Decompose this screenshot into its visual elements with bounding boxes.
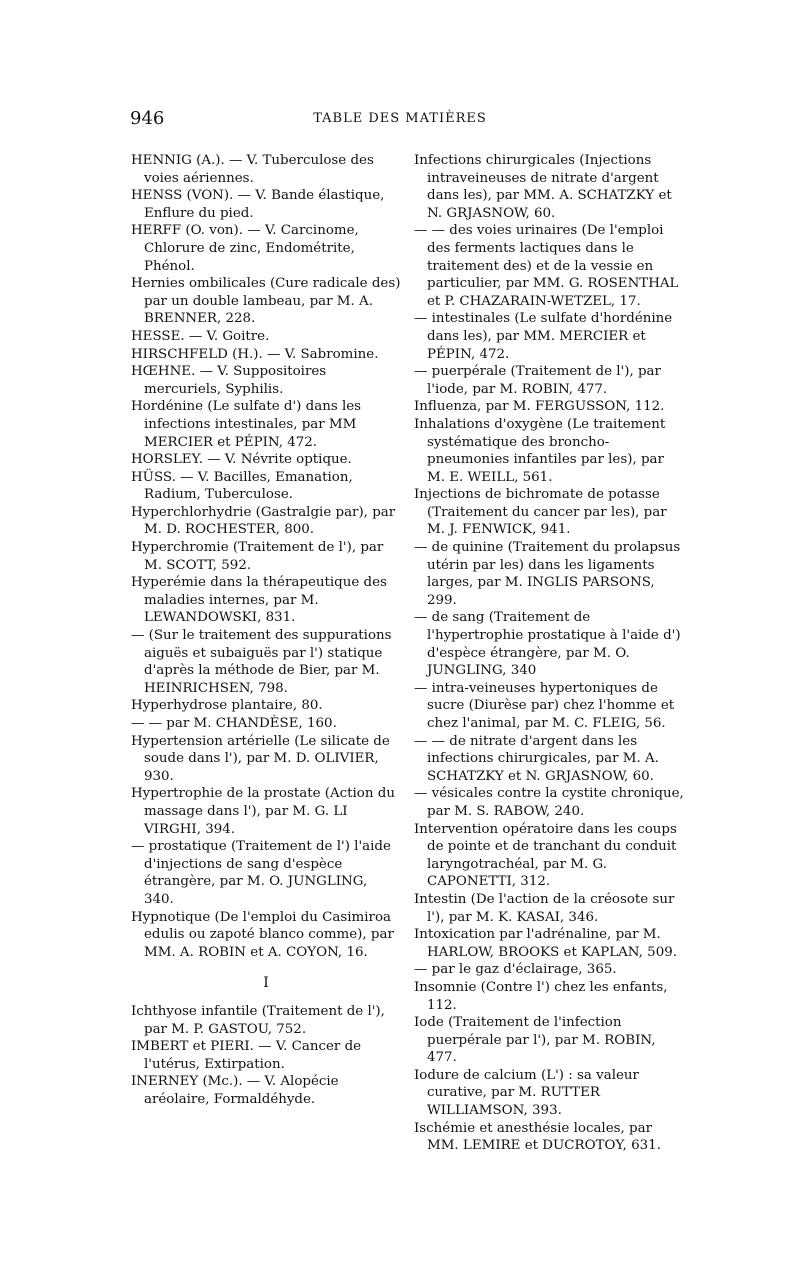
index-entry: — puerpérale (Traitement de l'), par l'iode, par M. ROBIN, 477. xyxy=(414,364,661,397)
index-entry: HÜSS. — V. Bacilles, Emanation, Radium, Tuberculose. xyxy=(131,469,353,503)
left-entry-list-i xyxy=(131,1003,401,1109)
section-letter: I xyxy=(263,975,269,992)
page-header xyxy=(0,108,800,138)
index-entry: IMBERT et PIERI. — V. Cancer de l'utérus, Extirpation. xyxy=(131,1039,362,1072)
index-entry: — — par M. CHANDÈSE, 160. xyxy=(131,716,337,731)
index-entry: — intra-veineuses hypertoniques de sucre (Diurèse par) chez l'homme et chez l'animal, par M. C. FLEIG, 56. xyxy=(414,680,675,731)
index-entry: — (Sur le traitement des suppurations aiguës et subaiguës par l') statique d'après la méthode de Bier, par M. HEINRICHSEN, 798. xyxy=(131,628,392,696)
index-entry: HENNIG (A.). — V. Tuberculose des voies aériennes. xyxy=(131,153,374,186)
index-entry: Injections de bichromate de potasse (Traitement du cancer par les), par M. J. FENWICK, 941. xyxy=(414,487,667,538)
index-entry: — — de nitrate d'argent dans les infections chirurgicales, par M. A. SCHATZKY et N. GRJASNOW, 60. xyxy=(414,733,659,784)
index-entry: — — des voies urinaires (De l'emploi des ferments lactiques dans le traitement des) et de la vessie en particulier, par MM. G. ROSENTHAL et P. CHAZARAIN-WETZEL, 17. xyxy=(414,223,679,309)
index-entry: Hernies ombilicales (Cure radicale des) par un double lambeau, par M. A. BRENNER, 228. xyxy=(131,276,401,327)
index-entry: Intoxication par l'adrénaline, par M. HARLOW, BROOKS et KAPLAN, 509. xyxy=(414,927,677,960)
index-entry: Hyperhydrose plantaire, 80. xyxy=(131,698,323,714)
index-entry: HIRSCHFELD (H.). — V. Sabromine. xyxy=(131,346,379,362)
index-entry: HŒHNE. — V. Suppositoires mercuriels, Syphilis. xyxy=(131,364,327,397)
index-entry: Ichthyose infantile (Traitement de l'), par M. P. GASTOU, 752. xyxy=(131,1003,385,1037)
right-column xyxy=(414,152,684,1155)
index-entry: Iodure de calcium (L') : sa valeur curative, par M. RUTTER WILLIAMSON, 393. xyxy=(414,1067,639,1119)
index-entry: — vésicales contre la cystite chronique, par M. S. RABOW, 240. xyxy=(414,786,684,819)
index-entry: Iode (Traitement de l'infection puerpérale par l'), par M. ROBIN, 477. xyxy=(414,1015,656,1066)
index-entry: INERNEY (Mc.). — V. Alopécie aréolaire, Formaldéhyde. xyxy=(131,1074,339,1107)
index-entry: HORSLEY. — V. Névrite optique. xyxy=(131,452,352,468)
index-entry: Hyperémie dans la thérapeutique des maladies internes, par M. LEWANDOWSKI, 831. xyxy=(131,575,387,626)
left-entry-list xyxy=(131,152,401,961)
running-title: TABLE DES MATIÈRES xyxy=(313,111,487,126)
index-entry: HERFF (O. von). — V. Carcinome, Chlorure de zinc, Endométrite, Phénol. xyxy=(131,223,359,274)
index-entry: Insomnie (Contre l') chez les enfants, 112. xyxy=(414,979,668,1013)
index-entry: — de quinine (Traitement du prolapsus utérin par les) dans les ligaments larges, par M. INGLIS PARSONS, 299. xyxy=(414,540,681,608)
index-entry: — par le gaz d'éclairage, 365. xyxy=(414,962,617,978)
index-entry: Intestin (De l'action de la créosote sur l'), par M. K. KASAI, 346. xyxy=(414,891,675,925)
index-entry: Hypertension artérielle (Le silicate de soude dans l'), par M. D. OLIVIER, 930. xyxy=(131,733,390,784)
index-entry: Ischémie et anesthésie locales, par MM. LEMIRE et DUCROTOY, 631. xyxy=(414,1120,661,1154)
index-entry: — intestinales (Le sulfate d'hordénine dans les), par MM. MERCIER et PÉPIN, 472. xyxy=(414,311,673,362)
index-entry: Hypnotique (De l'emploi du Casimiroa edulis ou zapoté blanco comme), par MM. A. ROBIN et A. COYON, 16. xyxy=(131,909,394,960)
index-entry: Hyperchromie (Traitement de l'), par M. SCOTT, 592. xyxy=(131,540,384,573)
index-entry: Hypertrophie de la prostate (Action du massage dans l'), par M. G. LI VIRGHI, 394. xyxy=(131,786,395,837)
index-entry: — de sang (Traitement de l'hypertrophie prostatique à l'aide d') d'espèce étrangère, par M. O. JUNGLING, 340 xyxy=(414,610,681,679)
index-entry: Intervention opératoire dans les coups de pointe et de tranchant du conduit laryngotrachéal, par M. G. CAPONETTI, 312. xyxy=(414,821,677,890)
index-entry: Inhalations d'oxygène (Le traitement systématique des broncho-pneumonies infantiles par les), par M. E. WEILL, 561. xyxy=(414,416,666,485)
index-entry: Infections chirurgicales (Injections intraveineuses de nitrate d'argent dans les), par MM. A. SCHATZKY et N. GRJASNOW, 60. xyxy=(414,153,672,221)
page-number: 946 xyxy=(130,108,165,129)
index-entry: Influenza, par M. FERGUSSON, 112. xyxy=(414,399,665,415)
index-entry: Hyperchlorhydrie (Gastralgie par), par M. D. ROCHESTER, 800. xyxy=(131,504,396,538)
index-entry: HENSS (VON). — V. Bande élastique, Enflure du pied. xyxy=(131,188,385,221)
index-entry: Hordénine (Le sulfate d') dans les infections intestinales, par MM MERCIER et PÉPIN, 472. xyxy=(131,399,362,450)
index-entry: — prostatique (Traitement de l') l'aide d'injections de sang d'espèce étrangère, par M. O. JUNGLING, 340. xyxy=(131,839,391,907)
right-entry-list xyxy=(414,152,684,1155)
index-entry: HESSE. — V. Goitre. xyxy=(131,328,270,344)
left-column xyxy=(131,152,401,1108)
